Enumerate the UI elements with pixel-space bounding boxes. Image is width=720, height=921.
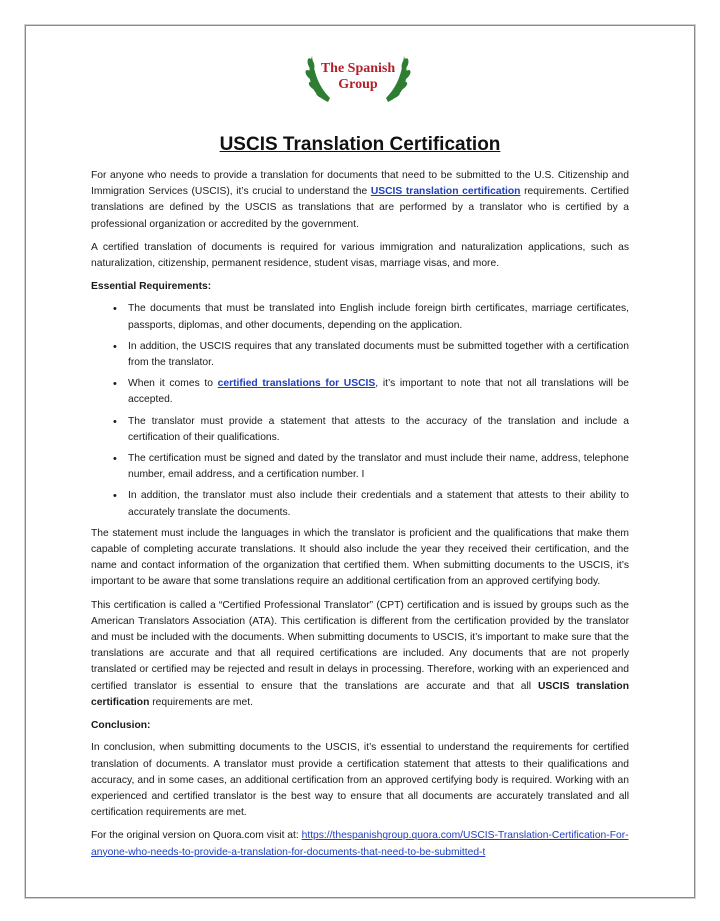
quora-source-link[interactable]: https://thespanishgroup.quora.com/USCIS-Translation-Certification-For-anyone-who-needs-to-provide-a-translation-for-documents-that-need-to-be-submitted-t xyxy=(91,830,629,858)
list-item: • In addition, the USCIS requires that any translated documents must be submitted together with a certification from the translator. xyxy=(91,339,629,371)
logo-text-line2: Group xyxy=(338,77,378,92)
bold-phrase: USCIS translation certification xyxy=(91,680,629,708)
uscis-certification-link[interactable]: USCIS translation certification xyxy=(370,186,521,198)
list-item: • When it comes to certified translations for USCIS, it’s important to note that not all translations will be accepted. xyxy=(91,376,629,408)
document-body xyxy=(91,168,629,868)
list-item: • In addition, the translator must also include their credentials and a statement that attests to their ability to accurately translate the documents. xyxy=(91,488,629,520)
document-title: USCIS Translation Certification xyxy=(219,134,501,155)
paragraph-applications: A certified translation of documents is required for various immigration and naturalization applications, such as naturalization, citizenship, permanent residence, student visas, marriage visas, and more. xyxy=(91,241,629,270)
paragraph-cpt: This certification is called a “Certified Professional Translator” (CPT) certification and is issued by groups such as the American Translators Association (ATA). This certification is different from the certification provided by the translator and must be included with the documents. When submitting documents to USCIS, it’s important to make sure that the translations are accurate and that all required certifications are included. Any documents that are not properly translated or certified may be rejected and result in delays in processing. Therefore, working with an experienced and certified translator is essential to ensure that the translations are accurate and that all USCIS translation certification requirements are met. xyxy=(91,599,629,708)
list-item: • The documents that must be translated into English include foreign birth certificates, marriage certificates, passports, diplomas, and other documents, depending on the application. xyxy=(91,301,629,333)
source-paragraph: For the original version on Quora.com visit at: https://thespanishgroup.quora.com/USCIS-Translation-Certification-For-anyone-who-needs-to-provide-a-translation-for-documents-that-need-to-be-submitted-t xyxy=(91,830,629,858)
essential-requirements-heading: Essential Requirements: xyxy=(91,281,212,293)
paragraph-conclusion: In conclusion, when submitting documents to the USCIS, it’s essential to understand the requirements for certified translation of documents. A translator must provide a certification statement that attests to their qualifications and accuracy, and in some cases, an additional certification from an approved certifying body is required. Working with an experienced and certified translator is the best way to ensure that all documents are accurately translated and all certification requirements are met. xyxy=(91,742,629,819)
conclusion-heading: Conclusion: xyxy=(91,720,151,732)
intro-paragraph: For anyone who needs to provide a translation for documents that need to be submitted to the U.S. Citizenship and Immigration Services (USCIS), it’s crucial to understand the USCIS translation certification requirements. Certified translations are defined by the USCIS as translations that are performed by a translator who is certified by a professional organization or accredited by the government. xyxy=(91,170,629,230)
list-item: • The translator must provide a statement that attests to the accuracy of the translation and include a certification of their qualifications. xyxy=(91,414,629,446)
paragraph-statement: The statement must include the languages in which the translator is proficient and the qualifications that make them capable of completing accurate translations. It should also include the year they received their certification, and the name and contact information of the organization that certified them. When submitting documents to the USCIS, it’s important to be aware that some translations require an additional certification from an approved certifying body. xyxy=(91,527,629,588)
company-logo xyxy=(298,42,418,110)
certified-translations-link[interactable]: certified translations for USCIS xyxy=(217,378,376,390)
list-item: • The certification must be signed and dated by the translator and must include their name, address, telephone number, email address, and a certification number. I xyxy=(91,451,629,483)
logo-text-line1: The Spanish xyxy=(320,61,396,76)
requirements-list xyxy=(91,301,629,520)
